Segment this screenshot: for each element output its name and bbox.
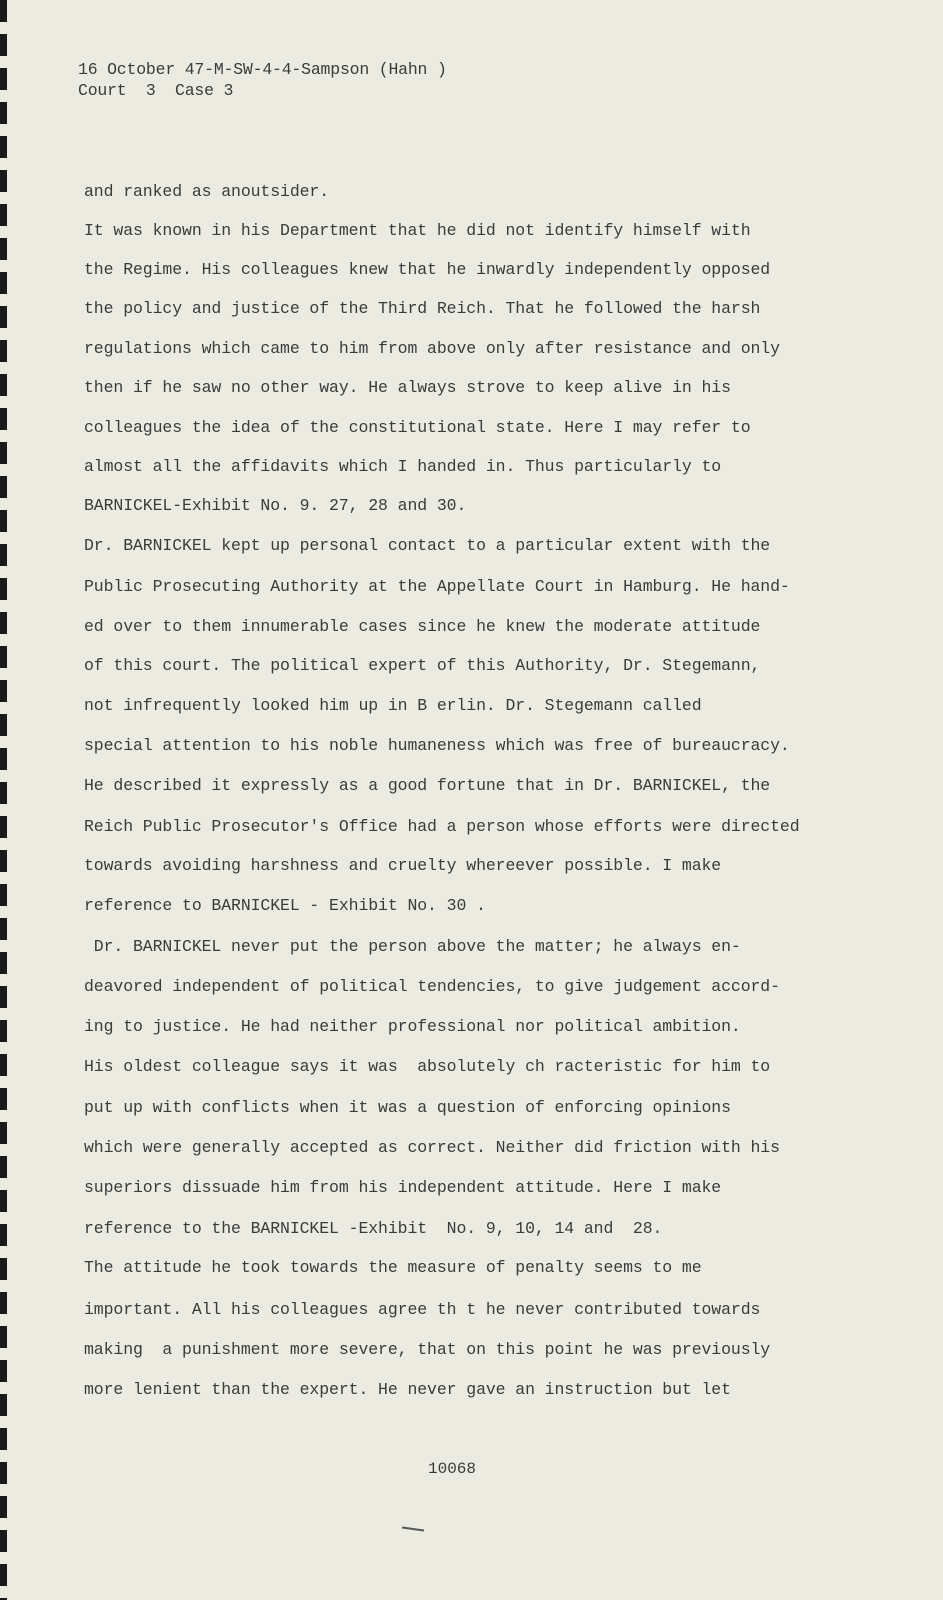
text-line: special attention to his noble humaneness which was free of bureaucracy. <box>84 736 790 755</box>
header-line-2: Court 3 Case 3 <box>78 81 234 100</box>
text-line: put up with conflicts when it was a question of enforcing opinions <box>84 1098 731 1117</box>
text-line: Public Prosecuting Authority at the Appellate Court in Hamburg. He hand- <box>84 577 790 596</box>
text-line: ed over to them innumerable cases since he knew the moderate attitude <box>84 617 761 636</box>
text-line: the policy and justice of the Third Reich. That he followed the harsh <box>84 299 761 318</box>
text-line: and ranked as anoutsider. <box>84 182 330 201</box>
text-line: He described it expressly as a good fortune that in Dr. BARNICKEL, the <box>84 776 771 795</box>
page-number: 10068 <box>428 1460 477 1478</box>
text-line: the Regime. His colleagues knew that he inwardly independently opposed <box>84 260 771 279</box>
text-line: almost all the affidavits which I handed in. Thus particularly to <box>84 457 722 476</box>
text-line: which were generally accepted as correct. Neither did friction with his <box>84 1138 780 1157</box>
text-line: deavored independent of political tendencies, to give judgement accord- <box>84 977 780 996</box>
header-line-1: 16 October 47-M-SW-4-4-Sampson (Hahn ) <box>78 60 447 79</box>
text-line: making a punishment more severe, that on this point he was previously <box>84 1340 771 1359</box>
text-line: BARNICKEL-Exhibit No. 9. 27, 28 and 30. <box>84 496 467 515</box>
text-line: Dr. BARNICKEL never put the person above the matter; he always en- <box>84 937 741 956</box>
text-line: reference to BARNICKEL - Exhibit No. 30 . <box>84 896 486 915</box>
text-line: towards avoiding harshness and cruelty whereever possible. I make <box>84 856 722 875</box>
text-line: reference to the BARNICKEL -Exhibit No. 9, 10, 14 and 28. <box>84 1219 663 1238</box>
scan-edge-marks <box>0 0 7 1600</box>
text-line: important. All his colleagues agree th t he never contributed towards <box>84 1300 761 1319</box>
text-line: of this court. The political expert of this Authority, Dr. Stegemann, <box>84 656 761 675</box>
text-line: more lenient than the expert. He never gave an instruction but let <box>84 1380 731 1399</box>
text-line: Reich Public Prosecutor's Office had a person whose efforts were directed <box>84 817 800 836</box>
text-line: Dr. BARNICKEL kept up personal contact to a particular extent with the <box>84 536 771 555</box>
text-line: It was known in his Department that he did not identify himself with <box>84 221 751 240</box>
text-line: ing to justice. He had neither professional nor political ambition. <box>84 1017 741 1036</box>
text-line: not infrequently looked him up in B erlin. Dr. Stegemann called <box>84 696 702 715</box>
text-line: then if he saw no other way. He always strove to keep alive in his <box>84 378 731 397</box>
text-line: His oldest colleague says it was absolutely ch racteristic for him to <box>84 1057 771 1076</box>
text-line: colleagues the idea of the constitutional state. Here I may refer to <box>84 418 751 437</box>
text-line: regulations which came to him from above only after resistance and only <box>84 339 780 358</box>
text-line: The attitude he took towards the measure of penalty seems to me <box>84 1258 702 1277</box>
text-line: superiors dissuade him from his independent attitude. Here I make <box>84 1178 722 1197</box>
pen-mark <box>402 1526 424 1531</box>
